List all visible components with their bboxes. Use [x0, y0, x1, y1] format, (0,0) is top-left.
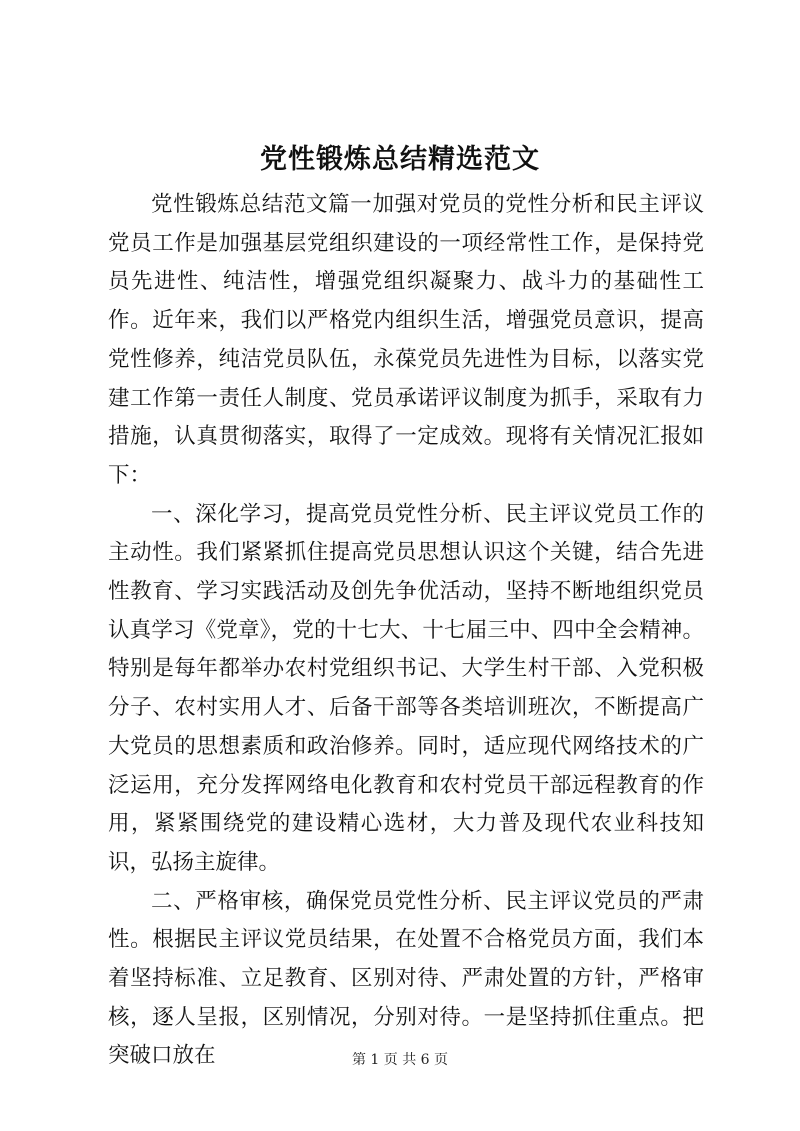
page-title: 党性锻炼总结精选范文	[260, 144, 540, 175]
paragraph-section-two: 二、严格审核，确保党员党性分析、民主评议党员的严肃性。根据民主评议党员结果，在处置不合格党员方面，我们本着坚持标准、立足教育、区别对待、严肃处置的方针，严格审核，逐人呈报，区别情况，分别对待。一是坚持抓住重点。把突破口放在	[108, 888, 704, 1069]
paragraph-section-one: 一、深化学习，提高党员党性分析、民主评议党员工作的主动性。我们紧紧抓住提高党员思想认识这个关键，结合先进性教育、学习实践活动及创先争优活动，坚持不断地组织党员认真学习《党章》，党的十七大、十七届三中、四中全会精神。特别是每年都举办农村党组织书记、大学生村干部、入党积极分子、农村实用人才、后备干部等各类培训班次，不断提高广大党员的思想素质和政治修养。同时，适应现代网络技术的广泛运用，充分发挥网络电化教育和农村党员干部远程教育的作用，紧紧围绕党的建设精心选材，大力普及现代农业科技知识，弘扬主旋律。	[108, 501, 704, 875]
paragraph-intro: 党性锻炼总结范文篇一加强对党员的党性分析和民主评议党员工作是加强基层党组织建设的一项经常性工作，是保持党员先进性、纯洁性，增强党组织凝聚力、战斗力的基础性工作。近年来，我们以严格党内组织生活，增强党员意识，提高党性修养，纯洁党员队伍，永葆党员先进性为目标，以落实党建工作第一责任人制度、党员承诺评议制度为抓手，采取有力措施，认真贯彻落实，取得了一定成效。现将有关情况汇报如下：	[108, 192, 704, 488]
page-number-footer: 第 1 页 共 6 页	[351, 1052, 449, 1068]
document-body	[108, 186, 704, 1076]
